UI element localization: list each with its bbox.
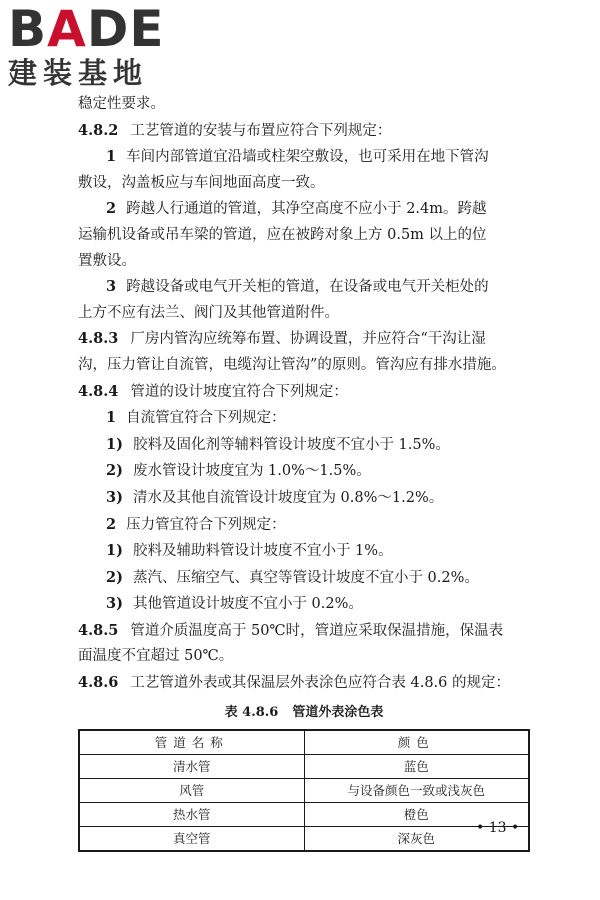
item-number: 1 bbox=[106, 409, 117, 427]
table-row bbox=[79, 826, 529, 851]
table-header-row bbox=[79, 730, 529, 755]
item-number: 1 bbox=[106, 148, 117, 166]
line-text: 自流管宜符合下列规定： bbox=[126, 410, 286, 427]
text-line bbox=[78, 196, 530, 223]
text-line bbox=[78, 144, 530, 171]
header-color: 颜色 bbox=[304, 730, 529, 755]
text-line bbox=[78, 92, 530, 118]
line-text: 废水管设计坡度宜为 1.0%～1.5%。 bbox=[132, 463, 371, 480]
text-line bbox=[78, 301, 530, 327]
table-row bbox=[79, 754, 529, 778]
table-cell: 清水管 bbox=[79, 754, 304, 778]
table-cell: 风管 bbox=[79, 778, 304, 802]
line-text: 胶料及固化剂等辅料管设计坡度不宜小于 1.5%。 bbox=[132, 436, 450, 453]
item-number: 2 bbox=[106, 515, 117, 533]
table-row bbox=[79, 778, 529, 802]
logo-wordmark: BADE bbox=[8, 0, 165, 58]
line-text: 胶料及辅助料管设计坡度不宜小于 1%。 bbox=[132, 543, 393, 560]
text-line bbox=[78, 565, 530, 592]
section-number: 4.8.5 bbox=[78, 621, 119, 639]
line-text: 运输机设备或吊车梁的管道，应在被跨对象上方 0.5m 以上的位 bbox=[78, 226, 487, 243]
table-cell: 深灰色 bbox=[304, 826, 529, 851]
brand-logo bbox=[8, 0, 178, 90]
line-text: 跨越人行通道的管道，其净空高度不应小于 2.4m。跨越 bbox=[126, 201, 487, 218]
item-number: 2) bbox=[106, 462, 123, 480]
line-text: 稳定性要求。 bbox=[78, 96, 165, 112]
table-cell: 真空管 bbox=[79, 826, 304, 851]
table-caption bbox=[78, 703, 530, 723]
item-number: 2) bbox=[106, 568, 123, 586]
text-line bbox=[78, 274, 530, 301]
table-cell: 蓝色 bbox=[304, 754, 529, 778]
line-text: 其他管道设计坡度不宜小于 0.2%。 bbox=[132, 596, 363, 613]
header-pipe-name: 管道名称 bbox=[79, 730, 304, 755]
text-line bbox=[78, 591, 530, 618]
line-text: 工艺管道外表或其保温层外表涂色应符合表 4.8.6 的规定： bbox=[130, 675, 510, 692]
line-text: 管道的设计坡度宜符合下列规定： bbox=[130, 383, 348, 400]
text-line bbox=[78, 223, 530, 249]
pipe-color-table bbox=[78, 729, 530, 852]
table-caption-number: 表 4.8.6 bbox=[224, 704, 279, 720]
document-body bbox=[78, 92, 530, 852]
item-number: 3) bbox=[106, 488, 123, 506]
text-line bbox=[78, 326, 530, 353]
line-text: 工艺管道的安装与布置应符合下列规定： bbox=[130, 122, 392, 139]
text-block bbox=[78, 92, 530, 697]
table-cell: 橙色 bbox=[304, 802, 529, 826]
text-line bbox=[78, 485, 530, 512]
line-text: 沟，压力管让自流管，电缆沟让管沟”的原则。管沟应有排水措施。 bbox=[78, 356, 506, 373]
line-text: 管道介质温度高于 50℃时，管道应采取保温措施，保温表 bbox=[130, 622, 504, 639]
item-number: 3) bbox=[106, 595, 123, 613]
section-number: 4.8.3 bbox=[78, 330, 119, 348]
section-number: 4.8.6 bbox=[78, 674, 119, 692]
line-text: 敷设，沟盖板应与车间地面高度一致。 bbox=[78, 174, 325, 191]
text-line bbox=[78, 353, 530, 379]
text-line bbox=[78, 458, 530, 485]
line-text: 跨越设备或电气开关柜的管道，在设备或电气开关柜处的 bbox=[126, 279, 489, 296]
text-line bbox=[78, 405, 530, 432]
item-number: 1) bbox=[106, 542, 123, 560]
text-line bbox=[78, 432, 530, 459]
line-text: 车间内部管道宜沿墙或柱架空敷设，也可采用在地下管沟 bbox=[126, 149, 489, 166]
text-line bbox=[78, 249, 530, 275]
text-line bbox=[78, 379, 530, 406]
line-text: 上方不应有法兰、阀门及其他管道附件。 bbox=[78, 304, 339, 321]
line-text: 置敷设。 bbox=[78, 252, 136, 269]
text-line bbox=[78, 538, 530, 565]
section-number: 4.8.2 bbox=[78, 121, 119, 139]
page-number: • 13 • bbox=[476, 820, 520, 836]
line-text: 蒸汽、压缩空气、真空等管设计坡度不宜小于 0.2%。 bbox=[132, 569, 479, 586]
table-cell: 与设备颜色一致或浅灰色 bbox=[304, 778, 529, 802]
line-text: 面温度不宜超过 50℃。 bbox=[78, 648, 234, 665]
text-line bbox=[78, 512, 530, 539]
table-row bbox=[79, 802, 529, 826]
line-text: 清水及其他自流管设计坡度宜为 0.8%～1.2%。 bbox=[132, 489, 444, 506]
item-number: 2 bbox=[106, 200, 117, 218]
table-caption-title: 管道外表涂色表 bbox=[292, 704, 384, 720]
text-line bbox=[78, 171, 530, 197]
text-line bbox=[78, 118, 530, 145]
item-number: 3 bbox=[106, 278, 117, 296]
text-line bbox=[78, 670, 530, 697]
logo-subtitle: 建装基地 bbox=[8, 56, 149, 90]
text-line bbox=[78, 644, 530, 670]
section-number: 4.8.4 bbox=[78, 382, 119, 400]
text-line bbox=[78, 618, 530, 645]
table-cell: 热水管 bbox=[79, 802, 304, 826]
item-number: 1) bbox=[106, 435, 123, 453]
line-text: 压力管宜符合下列规定： bbox=[126, 516, 286, 533]
line-text: 厂房内管沟应统筹布置、协调设置，并应符合“干沟让湿 bbox=[130, 331, 486, 348]
